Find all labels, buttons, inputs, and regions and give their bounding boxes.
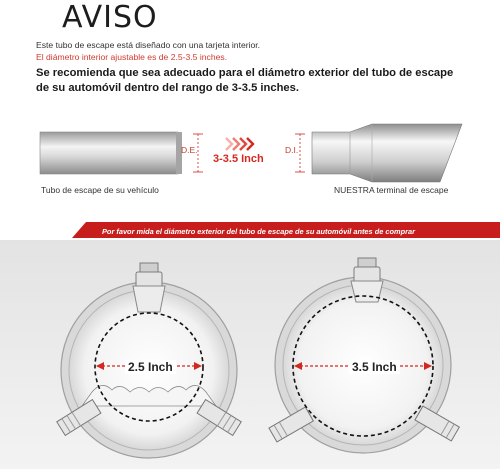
- recommendation-line-1: Se recomienda que sea adecuado para el diámetro exterior del tubo de escape: [36, 67, 454, 79]
- range-label: 3-3.5 Inch: [213, 153, 264, 165]
- arrow-icon: [226, 138, 253, 150]
- vehicle-pipe: [40, 132, 178, 174]
- exhaust-tip: [312, 124, 462, 182]
- note-line-1: Este tubo de escape está diseñado con una tarjeta interior.: [36, 40, 261, 50]
- exhaust-tip-caption: NUESTRA terminal de escape: [334, 185, 449, 195]
- od-label: D.E.: [181, 145, 198, 155]
- warning-banner-text: Por favor mida el diámetro exterior del tubo de escape de su automóvil antes de comprar: [102, 227, 415, 236]
- vehicle-pipe-caption: Tubo de escape de su vehículo: [41, 185, 159, 195]
- clamp-3-5-inch-label: 3.5 Inch: [349, 360, 400, 374]
- id-label: D.I.: [285, 145, 299, 155]
- note-line-2: El diámetro interior ajustable es de 2.5-3.5 inches.: [36, 52, 228, 62]
- page-title: AVISO: [62, 0, 158, 35]
- clamp-diagrams: [0, 240, 500, 469]
- recommendation-line-2: de su automóvil dentro del rango de 3-3.5 inches.: [36, 82, 299, 94]
- clamp-2-5-inch-label: 2.5 Inch: [125, 360, 176, 374]
